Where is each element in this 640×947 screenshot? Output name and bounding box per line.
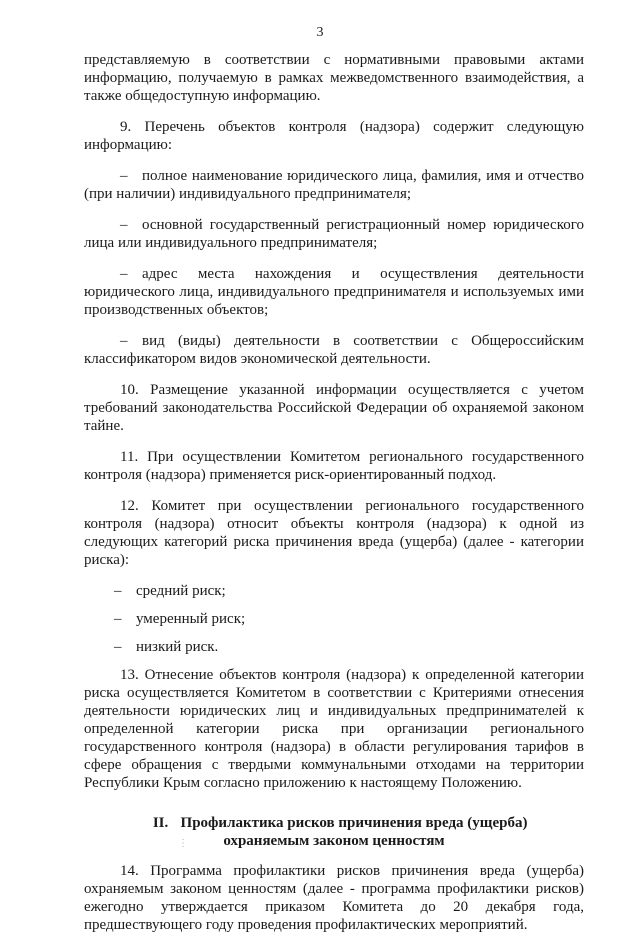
list-item-text: полное наименование юридического лица, фамилия, имя и отчество (при наличии) индивидуального предпринимателя; [84,168,584,202]
dash-icon: – [120,168,128,184]
paragraph-14: 14. Программа профилактики рисков причинения вреда (ущерба) охраняемым законом ценностям (далее - программа профилактики рисков) ежегодно утверждается приказом Комитета до 20 декабря года, предшествующего году проведения профилактических мероприятий. [84,863,584,933]
document-body [84,51,584,947]
dash-icon: – [120,266,128,282]
list-item-dash [114,610,584,628]
section-heading [84,814,584,850]
paragraph-9: 9. Перечень объектов контроля (надзора) содержит следующую информацию: [84,119,584,153]
scan-mark: ⋮ [178,838,188,849]
paragraph-13: 13. Отнесение объектов контроля (надзора) к определенной категории риска осуществляется Комитетом в соответствии с Критериями отнесения деятельности юридических лиц и индивидуальных предпринимателей к определенной категории риска при организации регионального государственного контроля (надзора) в области регулирования тарифов в сфере обращения с твердыми коммунальными отходами на территории Республики Крым согласно приложению к настоящему Положению. [84,667,584,791]
list-item-text: адрес места нахождения и осуществления деятельности юридического лица, индивидуального предпринимателя и используемых ими производственных объектов; [84,266,584,318]
section-title-line-1: II. Профилактика рисков причинения вреда (ущерба) [84,814,584,832]
list-item-dash [84,332,584,368]
list-item-dash [114,582,584,600]
list-item-dash [84,167,584,203]
list-item-text: средний риск; [136,583,226,599]
dash-icon: – [114,639,122,655]
dash-icon: – [120,333,128,349]
section-title-line-2: охраняемым законом ценностям [223,833,445,849]
list-item-dash [114,638,584,656]
list-item-dash [84,265,584,319]
list-item-text: умеренный риск; [136,611,246,627]
paragraph-intro: представляемую в соответствии с нормативными правовыми актами информацию, получаемую в рамках межведомственного взаимодействия, а также общедоступную информацию. [84,52,584,104]
paragraph-10: 10. Размещение указанной информации осуществляется с учетом требований законодательства Российской Федерации об охраняемой законом тайне. [84,382,584,434]
list-item-text: основной государственный регистрационный номер юридического лица или индивидуального предпринимателя; [84,217,584,251]
page-number: 3 [316,25,324,40]
dash-icon: – [114,583,122,599]
dash-icon: – [114,611,122,627]
dash-icon: – [120,217,128,233]
list-item-dash [84,216,584,252]
section-number: II. [152,815,169,831]
list-item-text: вид (виды) деятельности в соответствии с Общероссийским классификатором видов экономической деятельности. [84,333,584,367]
list-item-text: низкий риск. [136,639,219,655]
paragraph-11: 11. При осуществлении Комитетом регионального государственного контроля (надзора) применяется риск-ориентированный подход. [84,449,584,483]
paragraph-12: 12. Комитет при осуществлении регионального государственного контроля (надзора) относит объекты контроля (надзора) к одной из следующих категорий риска причинения вреда (ущерба) (далее - категории риска): [84,498,584,568]
